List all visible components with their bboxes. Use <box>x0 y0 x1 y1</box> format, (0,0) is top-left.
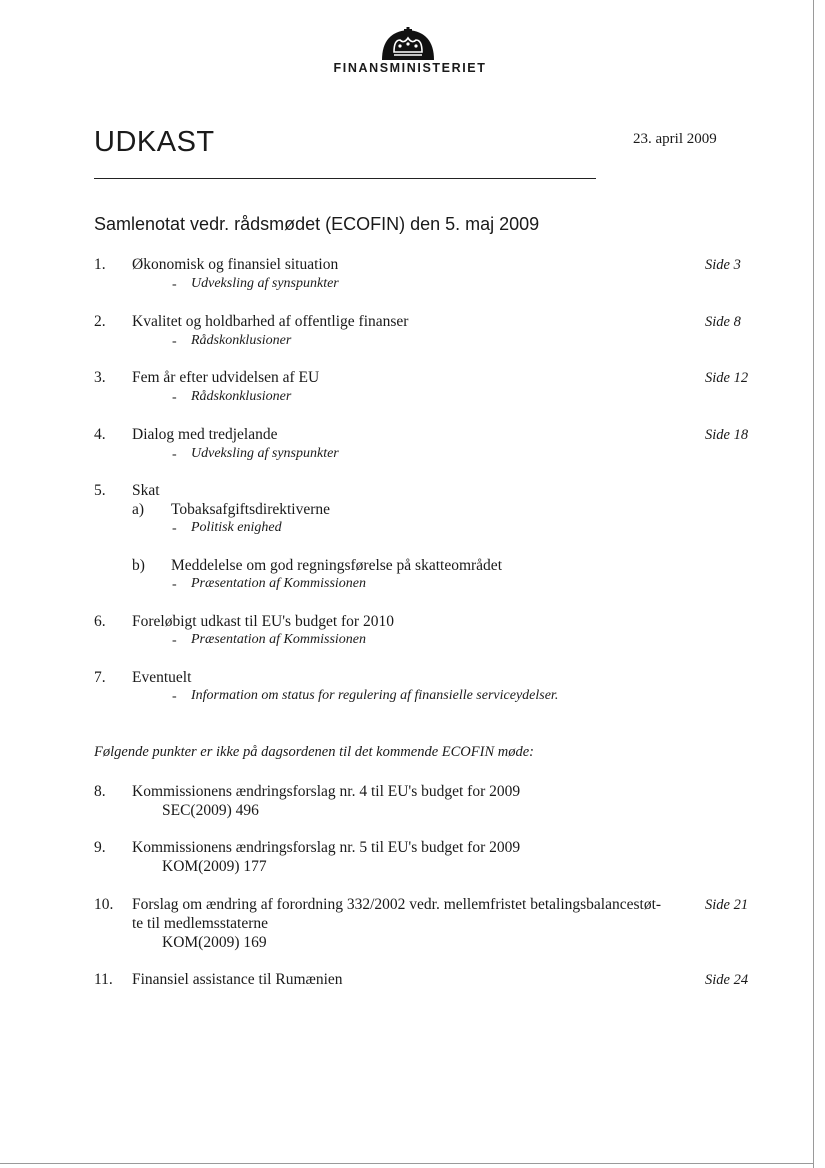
header-divider <box>94 178 596 179</box>
page-reference: Side 8 <box>705 314 741 330</box>
item-subtitle: Udveksling af synspunkter <box>191 276 339 291</box>
item-number: 9. <box>94 839 106 856</box>
page-reference: Side 21 <box>705 897 749 913</box>
item-dash: - <box>172 390 177 405</box>
item-title: Finansiel assistance til Rumænien <box>132 971 343 988</box>
item-subtitle: Rådskonklusioner <box>191 333 292 348</box>
document-reference: KOM(2009) 169 <box>162 934 267 951</box>
item-title-line1: Forslag om ændring af forordning 332/2002 vedr. mellemfristet betalingsbalancestøt- <box>132 896 662 913</box>
item-title: Fem år efter udvidelsen af EU <box>132 369 320 386</box>
item-title: Økonomisk og finansiel situation <box>132 256 339 273</box>
document-reference: SEC(2009) 496 <box>162 802 259 819</box>
item-dash: - <box>172 277 177 292</box>
item-title: Kvalitet og holdbarhed af offentlige finanser <box>132 313 409 330</box>
item-title: Dialog med tredjelande <box>132 426 278 443</box>
sub-item-subtitle: Præsentation af Kommissionen <box>191 576 367 591</box>
ministry-name: FINANSMINISTERIET <box>333 61 487 75</box>
scan-right-edge <box>813 0 814 1168</box>
document-reference: KOM(2009) 177 <box>162 858 267 875</box>
item-title-line2: te til medlemsstaterne <box>132 915 269 932</box>
scan-bottom-edge <box>0 1163 813 1164</box>
item-dash: - <box>172 521 177 536</box>
page-reference: Side 18 <box>705 427 749 443</box>
item-subtitle: Information om status for regulering af finansielle serviceydelser. <box>191 688 559 703</box>
item-number: 1. <box>94 256 106 273</box>
item-title: Kommissionens ændringsforslag nr. 5 til EU's budget for 2009 <box>132 839 521 856</box>
item-number: 10. <box>94 896 114 913</box>
item-title: Foreløbigt udkast til EU's budget for 2010 <box>132 613 394 630</box>
item-title: Kommissionens ændringsforslag nr. 4 til EU's budget for 2009 <box>132 783 521 800</box>
item-number: 4. <box>94 426 106 443</box>
sub-item-title: Meddelelse om god regningsførelse på skatteområdet <box>171 557 502 574</box>
draft-label: UDKAST <box>94 126 215 158</box>
item-subtitle: Rådskonklusioner <box>191 389 292 404</box>
item-title: Eventuelt <box>132 669 192 686</box>
item-number: 11. <box>94 971 113 988</box>
item-dash: - <box>172 577 177 592</box>
item-dash: - <box>172 334 177 349</box>
page-reference: Side 24 <box>705 972 749 988</box>
document-title: Samlenotat vedr. rådsmødet (ECOFIN) den 5. maj 2009 <box>94 214 540 234</box>
sub-item-subtitle: Politisk enighed <box>191 520 282 535</box>
sub-item-letter: b) <box>132 557 145 574</box>
item-title: Skat <box>132 482 160 499</box>
page-reference: Side 12 <box>705 370 749 386</box>
item-number: 3. <box>94 369 106 386</box>
item-number: 7. <box>94 669 106 686</box>
item-dash: - <box>172 447 177 462</box>
crown-logo-icon <box>380 26 436 62</box>
item-number: 8. <box>94 783 106 800</box>
sub-item-letter: a) <box>132 501 145 518</box>
agenda-note: Følgende punkter er ikke på dagsordenen til det kommende ECOFIN møde: <box>94 744 534 760</box>
item-number: 6. <box>94 613 106 630</box>
document-date: 23. april 2009 <box>633 131 717 147</box>
sub-item-title: Tobaksafgiftsdirektiverne <box>171 501 331 518</box>
item-dash: - <box>172 689 177 704</box>
item-dash: - <box>172 633 177 648</box>
item-subtitle: Udveksling af synspunkter <box>191 446 339 461</box>
item-number: 5. <box>94 482 106 499</box>
item-number: 2. <box>94 313 106 330</box>
item-subtitle: Præsentation af Kommissionen <box>191 632 367 647</box>
page-reference: Side 3 <box>705 257 741 273</box>
